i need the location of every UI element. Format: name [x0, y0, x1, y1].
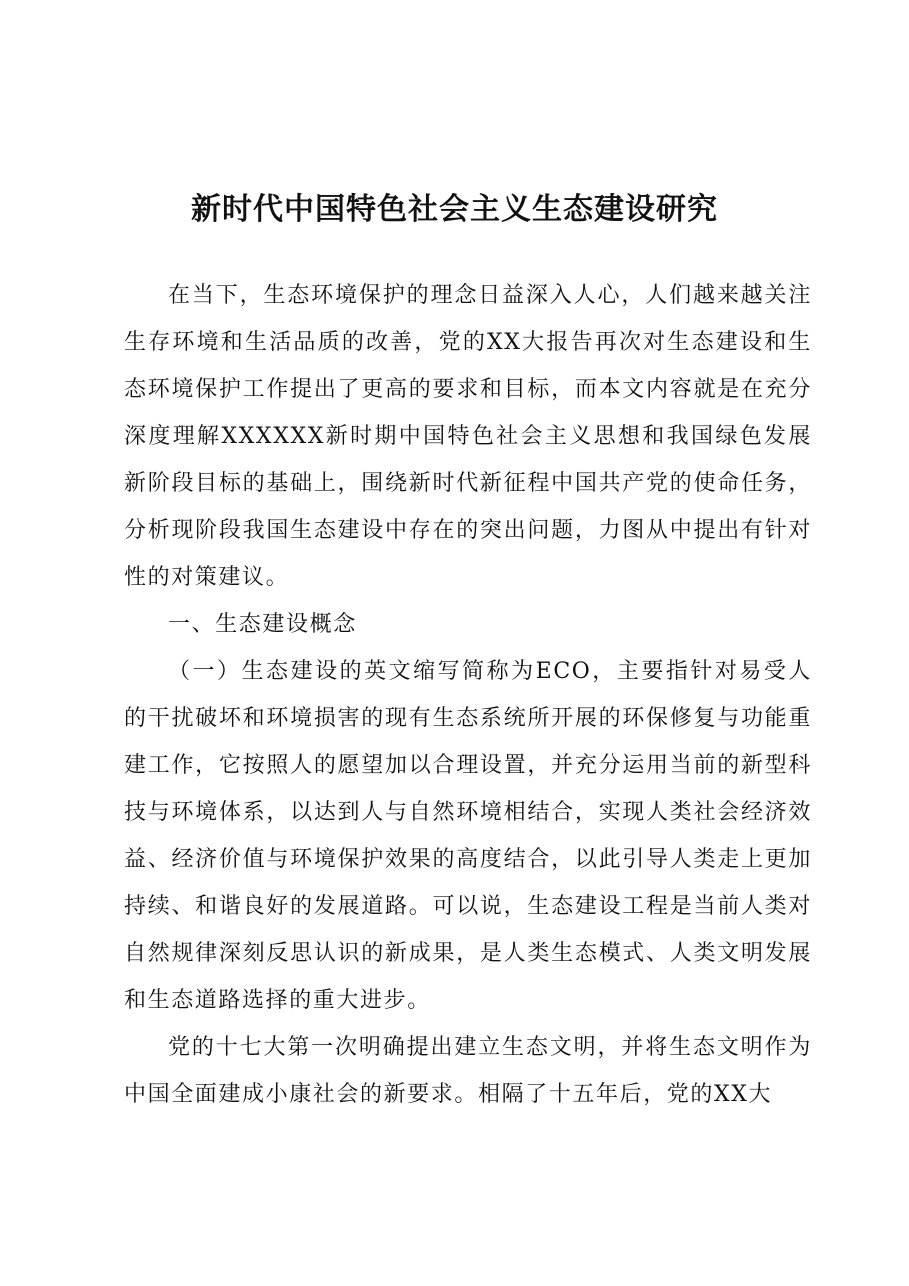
document-body: [124, 272, 812, 1118]
subsection-paragraph: （一）生态建设的英文缩写简称为ECO，主要指针对易受人的干扰破坏和环境损害的现有生态系统所开展的环保修复与功能重建工作，它按照人的愿望加以合理设置，并充分运用当前的新型科技与环境体系，以达到人与自然环境相结合，实现人类社会经济效益、经济价值与环境保护效果的高度结合，以此引导人类走上更加持续、和谐良好的发展道路。可以说，生态建设工程是当前人类对自然规律深刻反思认识的新成果，是人类生态模式、人类文明发展和生态道路选择的重大进步。: [124, 659, 812, 1013]
intro-paragraph: 在当下，生态环境保护的理念日益深入人心，人们越来越关注生存环境和生活品质的改善，党的XX大报告再次对生态建设和生态环境保护工作提出了更高的要求和目标，而本文内容就是在充分深度理解XXXXXX新时期中国特色社会主义思想和我国绿色发展新阶段目标的基础上，围绕新时代新征程中国共产党的使命任务，分析现阶段我国生态建设中存在的突出问题，力图从中提出有针对性的对策建议。: [124, 283, 812, 590]
body-paragraph: 党的十七大第一次明确提出建立生态文明，并将生态文明作为中国全面建成小康社会的新要求。相隔了十五年后，党的XX大: [124, 1035, 812, 1107]
section-heading: 一、生态建设概念: [168, 612, 357, 637]
document-title: 新时代中国特色社会主义生态建设研究: [191, 192, 718, 227]
